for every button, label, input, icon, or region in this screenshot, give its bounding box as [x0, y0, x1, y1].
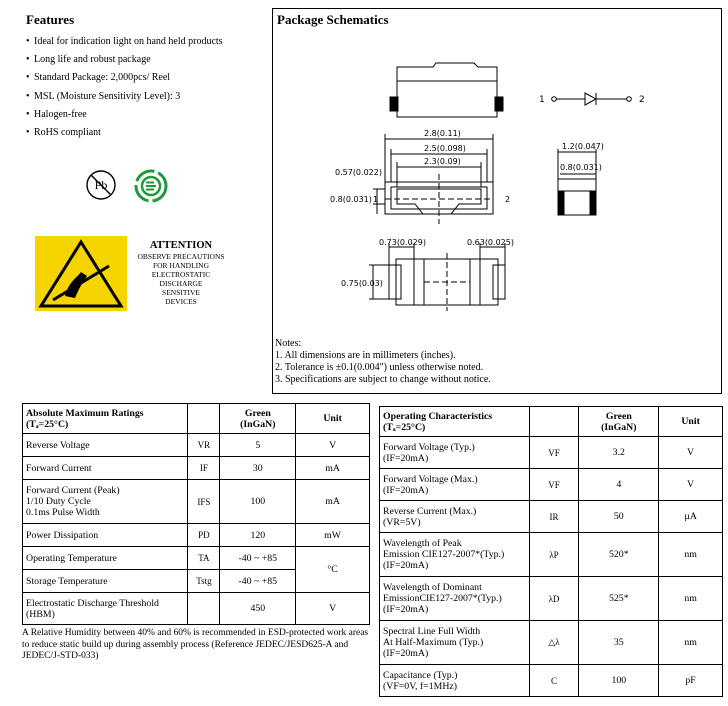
pin-label: 2	[505, 195, 511, 204]
table-row: Forward Voltage (Max.) (IF=20mA) VF 4 V	[380, 469, 723, 501]
dim-label: 1.2(0.047)	[562, 142, 604, 151]
features-title: Features	[26, 12, 75, 27]
esd-humidity-note: A Relative Humidity between 40% and 60% is recommended in ESD-protected work areas to reduce static build up during assembly process (Reference JEDEC/JESD625-A and JEDEC/J-STD-033)	[22, 628, 369, 661]
table-row: Reverse Current (Max.) (VR=5V) IR 50 µA	[380, 501, 723, 533]
attention-title: ATTENTION	[149, 240, 213, 251]
pin-label: 1	[373, 195, 379, 204]
diode-pin-label: 1	[539, 95, 545, 105]
table-row: Wavelength of Dominant EmissionCIE127-2007*(Typ.) (IF=20mA) λD 525* nm	[380, 577, 723, 621]
feature-item: • Ideal for indication light on hand held products	[26, 35, 223, 53]
oc-header-param: Operating Characteristics (Tₐ=25°C)	[380, 407, 530, 437]
dim-label: 0.8(0.031)	[330, 195, 372, 204]
feature-item: • RoHS compliant	[26, 126, 223, 144]
feature-item: • MSL (Moisture Sensitivity Level): 3	[26, 90, 223, 108]
table-row: Capacitance (Typ.) (VF=0V, f=1MHz) C 100 pF	[380, 665, 723, 697]
table-row: Forward Voltage (Typ.) (IF=20mA) VF 3.2 V	[380, 437, 723, 469]
package-notes: Notes: 1. All dimensions are in millimeters (inches). 2. Tolerance is ±0.1(0.004") unless otherwise noted. 3. Specifications are subject to change without notice.	[275, 338, 491, 385]
table-row: Forward Current IF 30 mA	[23, 457, 370, 480]
dim-label: 2.8(0.11)	[424, 129, 461, 138]
dim-label: 2.3(0.09)	[424, 157, 461, 166]
table-row: Operating Temperature TA -40 ~ +85 °C	[23, 547, 370, 570]
attention-text: OBSERVE PRECAUTIONS FOR HANDLING ELECTROSTATIC DISCHARGE SENSITIVE DEVICES	[137, 252, 225, 306]
dim-label: 0.73(0.029)	[379, 238, 426, 247]
amr-header-unit: Unit	[296, 404, 370, 434]
dim-label: 2.5(0.098)	[424, 144, 466, 153]
amr-header-param: Absolute Maximum Ratings (Tₐ=25°C)	[23, 404, 188, 434]
esd-warning-icon	[35, 236, 127, 311]
oc-header-unit: Unit	[659, 407, 723, 437]
dim-label: 0.57(0.022)	[335, 168, 382, 177]
diode-pin-label: 2	[639, 95, 645, 105]
features-list	[26, 35, 223, 144]
pb-icon-text: Pb	[94, 178, 108, 192]
table-row: Electrostatic Discharge Threshold (HBM) 450 V	[23, 593, 370, 625]
feature-item: • Standard Package: 2,000pcs/ Reel	[26, 71, 223, 89]
package-title: Package Schematics	[277, 12, 389, 27]
pb-free-icon	[84, 168, 118, 202]
table-row: Reverse Voltage VR 5 V	[23, 434, 370, 457]
operating-characteristics-table	[379, 406, 723, 697]
table-row: Forward Current (Peak) 1/10 Duty Cycle 0.1ms Pulse Width IFS 100 mA	[23, 480, 370, 524]
absolute-max-ratings-table	[22, 403, 370, 625]
feature-item: • Long life and robust package	[26, 53, 223, 71]
table-row: Wavelength of Peak Emission CIE127-2007*(Typ.) (IF=20mA) λP 520* nm	[380, 533, 723, 577]
feature-item: • Halogen-free	[26, 108, 223, 126]
dim-label: 0.8(0.031)	[560, 163, 602, 172]
table-row: Spectral Line Full Width At Half-Maximum (Typ.) (IF=20mA) △λ 35 nm	[380, 621, 723, 665]
table-row: Power Dissipation PD 120 mW	[23, 524, 370, 547]
dim-label: 0.75(0.03)	[341, 279, 383, 288]
oc-header-green: Green (InGaN)	[579, 407, 659, 437]
rohs-recycle-icon	[133, 168, 169, 204]
package-drawing	[273, 9, 721, 339]
table-row: Storage Temperature Tstg -40 ~ +85	[23, 570, 370, 593]
dim-label: 0.63(0.025)	[467, 238, 514, 247]
amr-header-green: Green (InGaN)	[220, 404, 296, 434]
